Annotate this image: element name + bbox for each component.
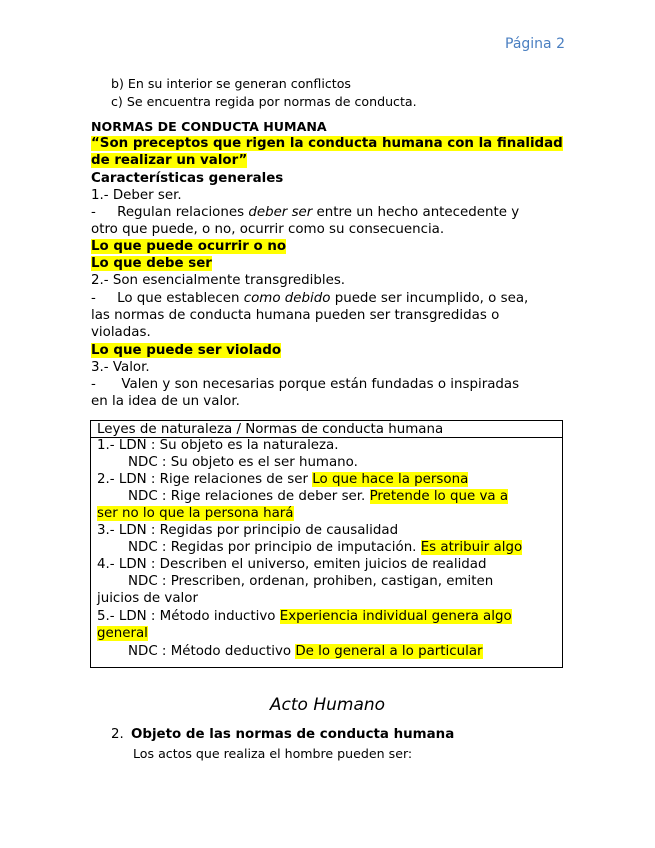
table-row: juicios de valor: [97, 591, 198, 606]
text-run: .: [235, 394, 240, 409]
table-row: 4.- LDN : Describen el universo, emiten juicios de realidad: [97, 557, 487, 572]
highlight: De lo general a lo particular: [295, 644, 483, 659]
text-run: persona hará: [204, 506, 294, 521]
characteristics-heading: Características generales: [91, 171, 284, 186]
highlight: Lo que puede ocurrir o no: [91, 239, 287, 254]
highlight: Lo que hace la persona: [312, 472, 469, 487]
table-row: [97, 608, 512, 625]
text-run: entre un hecho antecedente y: [312, 205, 520, 220]
table-header: Leyes de naturaleza / Normas de conducta humana: [97, 422, 444, 437]
highlight: [97, 506, 294, 521]
item2-title: 2.- Son esencialmente transgredibles.: [91, 273, 346, 288]
list-item-b: b) En su interior se generan conflictos: [111, 76, 351, 91]
emphasis: como debido: [243, 291, 331, 306]
section-title: Acto Humano: [269, 695, 386, 715]
highlight: Experiencia individual genera algo: [279, 609, 512, 624]
item3-text: - Valen y son necesarias porque están fundadas o inspiradas: [91, 377, 520, 392]
table-row: [97, 539, 522, 556]
table-row: [97, 625, 148, 642]
text-run: NDC : Regidas por principio de imputación.: [128, 540, 421, 555]
list-item-c: c) Se encuentra regida por normas de conducta.: [111, 94, 417, 109]
numbered-item-sub: Los actos que realiza el hombre pueden ser:: [133, 746, 413, 761]
text-run: - Lo que establecen: [91, 291, 244, 306]
table-row: [97, 471, 468, 488]
definition-quote-line2: [91, 152, 247, 169]
section-heading: NORMAS DE CONDUCTA HUMANA: [91, 119, 327, 134]
item3-title: 3.- Valor.: [91, 360, 150, 375]
text-run: 2.- LDN : Rige relaciones de ser: [97, 472, 313, 487]
item2-highlight: [91, 342, 281, 359]
item1-text: [91, 204, 519, 221]
text-run: puede ser incumplido, o sea,: [330, 291, 529, 306]
highlight: general: [97, 626, 148, 641]
table-row: 1.- LDN : Su objeto es la naturaleza.: [97, 438, 339, 453]
text-run: NDC : Método deductivo: [128, 644, 296, 659]
highlight: Es atribuir algo: [420, 540, 523, 555]
text-run: 5.- LDN : Método inductivo: [97, 609, 280, 624]
table-row: NDC : Su objeto es el ser humano.: [128, 455, 358, 470]
table-row: [97, 643, 483, 660]
text-run: NDC : Rige relaciones de deber ser.: [128, 489, 370, 504]
item1-title: 1.- Deber ser.: [91, 188, 182, 203]
highlight: de realizar un valor”: [91, 153, 248, 168]
item2-text: [91, 290, 528, 307]
highlight: Lo que puede ser violado: [91, 343, 282, 358]
text-run: ser no lo que la: [97, 506, 205, 521]
item2-text-cont: las normas de conducta humana pueden ser transgredidas o: [91, 308, 500, 323]
item1-highlight1: [91, 238, 286, 255]
table-row: 3.- LDN : Regidas por principio de causalidad: [97, 523, 399, 538]
table-row: [97, 505, 294, 522]
item3-text-cont: [91, 393, 240, 410]
definition-quote-line1: [91, 135, 563, 152]
item2-text-cont2: violadas.: [91, 325, 151, 340]
highlight: Lo que debe ser: [91, 256, 212, 271]
comparison-table: [90, 420, 563, 668]
item1-highlight2: [91, 255, 212, 272]
numbered-item-number: 2.: [111, 727, 124, 742]
table-row: [97, 488, 508, 505]
text-run: en la idea de un valor: [91, 394, 236, 409]
numbered-item: Objeto de las normas de conducta humana: [131, 727, 455, 742]
page-number: Página 2: [505, 36, 565, 52]
highlight: “Son preceptos que rigen la conducta humana con la finalidad: [91, 136, 563, 151]
text-run: - Regulan relaciones: [91, 205, 249, 220]
table-row: NDC : Prescriben, ordenan, prohiben, castigan, emiten: [128, 574, 494, 589]
item1-text-cont: otro que puede, o no, ocurrir como su consecuencia.: [91, 222, 445, 237]
highlight: Pretende lo que va a: [369, 489, 509, 504]
emphasis: deber ser: [248, 205, 313, 220]
